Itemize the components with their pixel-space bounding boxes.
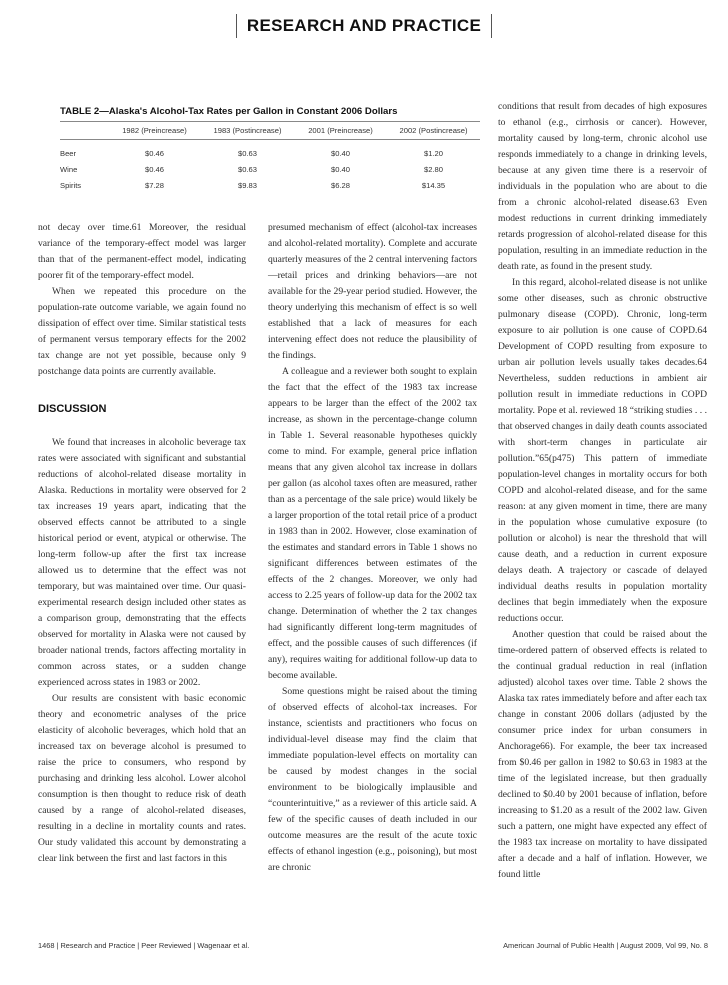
- row-label: Spirits: [60, 180, 82, 190]
- section-title: RESEARCH AND PRACTICE: [246, 16, 482, 35]
- table-cell: $2.80: [423, 164, 443, 174]
- paragraph: Our results are consistent with basic economic theory and econometric analyses of the price elasticity of alcoholic beverages, which hold that an increased tax on beverage alcohol is presumed to raise the price to consumers, who respond by purchasing and drinking less alcohol. Lower alcohol consumption is then thought to reduce risk of death caused by a range of alcohol-related diseases, resulting in a decline in mortality counts and rates. Our study validated this account by demonstrating a clear link between the first and last factors in this: [38, 693, 246, 864]
- table-title: TABLE 2—Alaska's Alcohol-Tax Rates per Gallon in Constant 2006 Dollars: [60, 106, 398, 117]
- table-cell: $0.63: [237, 148, 257, 158]
- table-cell: $0.63: [237, 164, 257, 174]
- paragraph: Another question that could be raised about the time-ordered pattern of observed effects is related to the continual gradual reduction in real (inflation adjusted) alcohol taxes over time. Table 2 shows the Alaska tax rates immediately before and after each tax change in constant 2006 dollars (adjusted by the consumer price index for urban consumers in Anchorage66). For example, the beer tax increased from $0.46 per gallon in 1982 to $0.63 in 1983 at the time of the legislated increase, but then gradually declined to $0.40 by 2001 because of inflation, before increasing to $1.20 as a result of the 2002 law. Given such a pattern, one might have expected any effect of the 1983 tax increase on mortality to have dissipated after a decade and a half of inflation. However, we found little: [498, 629, 707, 880]
- table-row: [60, 177, 480, 193]
- paragraph: We found that increases in alcoholic beverage tax rates were associated with significant and substantial reductions of alcohol-related disease mortality in Alaska. Reductions in mortality were observed for 2 tax increases 19 years apart, indicating that the observed effects cannot be attributed to a single historical period or event, atypical or otherwise. The long-term follow-up after the first tax increase allowed us to determine that the effect was not temporary, but was maintained over time. Our quasi-experimental research design included other states as a comparison group, demonstrating that the effects observed for mortality in Alaska were not caused by broader national trends, factors affecting mortality in common across states, or a sudden change experienced across states in 1983 or 2002.: [38, 437, 246, 688]
- paragraph: presumed mechanism of effect (alcohol-tax increases and alcohol-related mortality). Complete and accurate quarterly measures of the 2 central intervening factors—retail prices and drinking behaviors—are not available for the 29-year period studied. However, the theory underlying this mechanism of effect is so well established that a lack of measures for each intervening effect does not reduce the plausibility of the findings.: [268, 222, 477, 361]
- paragraph: When we repeated this procedure on the population-rate outcome variable, we again found no dissipation of effect over time. Similar statistical tests of permanent versus temporary effects for the 2002 tax change are not yet possible, because only 9 postchange data points are currently available.: [38, 286, 246, 377]
- table-header-row: [60, 122, 480, 139]
- paragraph: A colleague and a reviewer both sought to explain the fact that the effect of the 1983 tax increase appears to be larger than the effect of the 2002 tax increase, as shown in the percentage-change column in Table 1. Several reasonable hypotheses quickly come to mind. For example, general price inflation means that any given alcohol tax increase in dollars per gallon (as alcohol taxes often are measured, rather than as a percentage of the sale price) would likely be a larger proportion of the total retail price of a product in 1983 than in 2002. However, close examination of the estimates and standard errors in Table 1 shows no significant differences between estimates of the effects of the 2 changes. Moreover, we only had access to 2.25 years of follow-up data for the 2002 tax change. Determination of whether the 2 tax changes had significantly different long-term magnitudes of effect, and the possible causes of such differences (if any), requires waiting for additional follow-up data to become available.: [268, 366, 477, 681]
- header-left-rule: [236, 14, 237, 38]
- text-column-3: [498, 99, 707, 883]
- page-footer-right: American Journal of Public Health | August 2009, Vol 99, No. 8: [503, 941, 708, 950]
- table-header-cell: 1983 (Postincrease): [213, 126, 282, 135]
- section-heading-discussion: DISCUSSION: [38, 403, 107, 415]
- table-cell: $14.35: [421, 180, 446, 190]
- paragraph: conditions that result from decades of high exposures to ethanol (e.g., cirrhosis or cancer). However, mortality caused by long-term, chronic alcohol use responds immediately to a change in drinking levels, because at any given time there is a reservoir of individuals in the population who are about to die from a chronic alcohol-related disease.63 Even modest reductions in current drinking immediately retards progression of alcohol-related disease for this population, resulting in an immediate reduction in the death rate, as found in the present study.: [498, 101, 707, 272]
- text-column-1: [38, 220, 246, 867]
- table-cell: $0.46: [144, 164, 164, 174]
- paragraph: Some questions might be raised about the timing of observed effects of alcohol-tax increases. For instance, scientists and practitioners who focus on individual-level disease may find the claim that immediate population-level effects on mortality can be caused by modest changes in the social environment to be biologically implausible and “counterintuitive,” as a reviewer of this article said. A few of the specific causes of death included in our outcome measures are the result of the acute toxic effects of ethanol ingestion (e.g., poisoning), but most are chronic: [268, 686, 477, 873]
- table-row: [60, 145, 480, 161]
- row-label: Wine: [60, 164, 78, 174]
- paragraph: In this regard, alcohol-related disease is not unlike some other diseases, such as chronic obstructive pulmonary disease (COPD). Chronic, long-term exposure to air pollution is one cause of COPD.64 Development of COPD resulting from exposure to urban air pollution levels usually takes decades.64 Nevertheless, sudden reductions in ambient air pollution result in immediate reductions in COPD mortality. Pope et al. reviewed 18 “striking studies . . . that observed changes in daily death counts associated with short-term changes in particulate air pollution.”65(p475) This pattern of immediate population-level changes in mortality occurs for both COPD and alcohol-related disease, and for the same reason: at any given moment in time, there are many in the population whose cumulative exposure (to pollution or alcohol) is near the threshold that will cause death, and a reduction in current exposure delays death. A trajectory or cascade of delayed individual deaths results in population mortality declines that begin immediately when the exposure reductions occur.: [498, 277, 707, 624]
- section-header: [0, 14, 728, 38]
- paragraph: not decay over time.61 Moreover, the residual variance of the temporary-effect model was larger than that of the permanent-effect model, indicating poorer fit of the temporary-effect model.: [38, 222, 246, 281]
- table-cell: $0.40: [330, 164, 350, 174]
- table-cell: $1.20: [423, 148, 443, 158]
- table-row: [60, 161, 480, 177]
- table-header-cell: 2002 (Postincrease): [399, 126, 468, 135]
- table-header-cell: 2001 (Preincrease): [308, 126, 373, 135]
- table-cell: $0.46: [144, 148, 164, 158]
- table-cell: $9.83: [237, 180, 257, 190]
- table-header-cell: 1982 (Preincrease): [122, 126, 187, 135]
- page-footer-left: 1468 | Research and Practice | Peer Reviewed | Wagenaar et al.: [38, 941, 250, 950]
- text-column-2: [268, 220, 477, 876]
- table-cell: $0.40: [330, 148, 350, 158]
- table-cell: $6.28: [330, 180, 350, 190]
- table-cell: $7.28: [144, 180, 164, 190]
- row-label: Beer: [60, 148, 77, 158]
- table-2: [38, 106, 468, 193]
- header-right-rule: [491, 14, 492, 38]
